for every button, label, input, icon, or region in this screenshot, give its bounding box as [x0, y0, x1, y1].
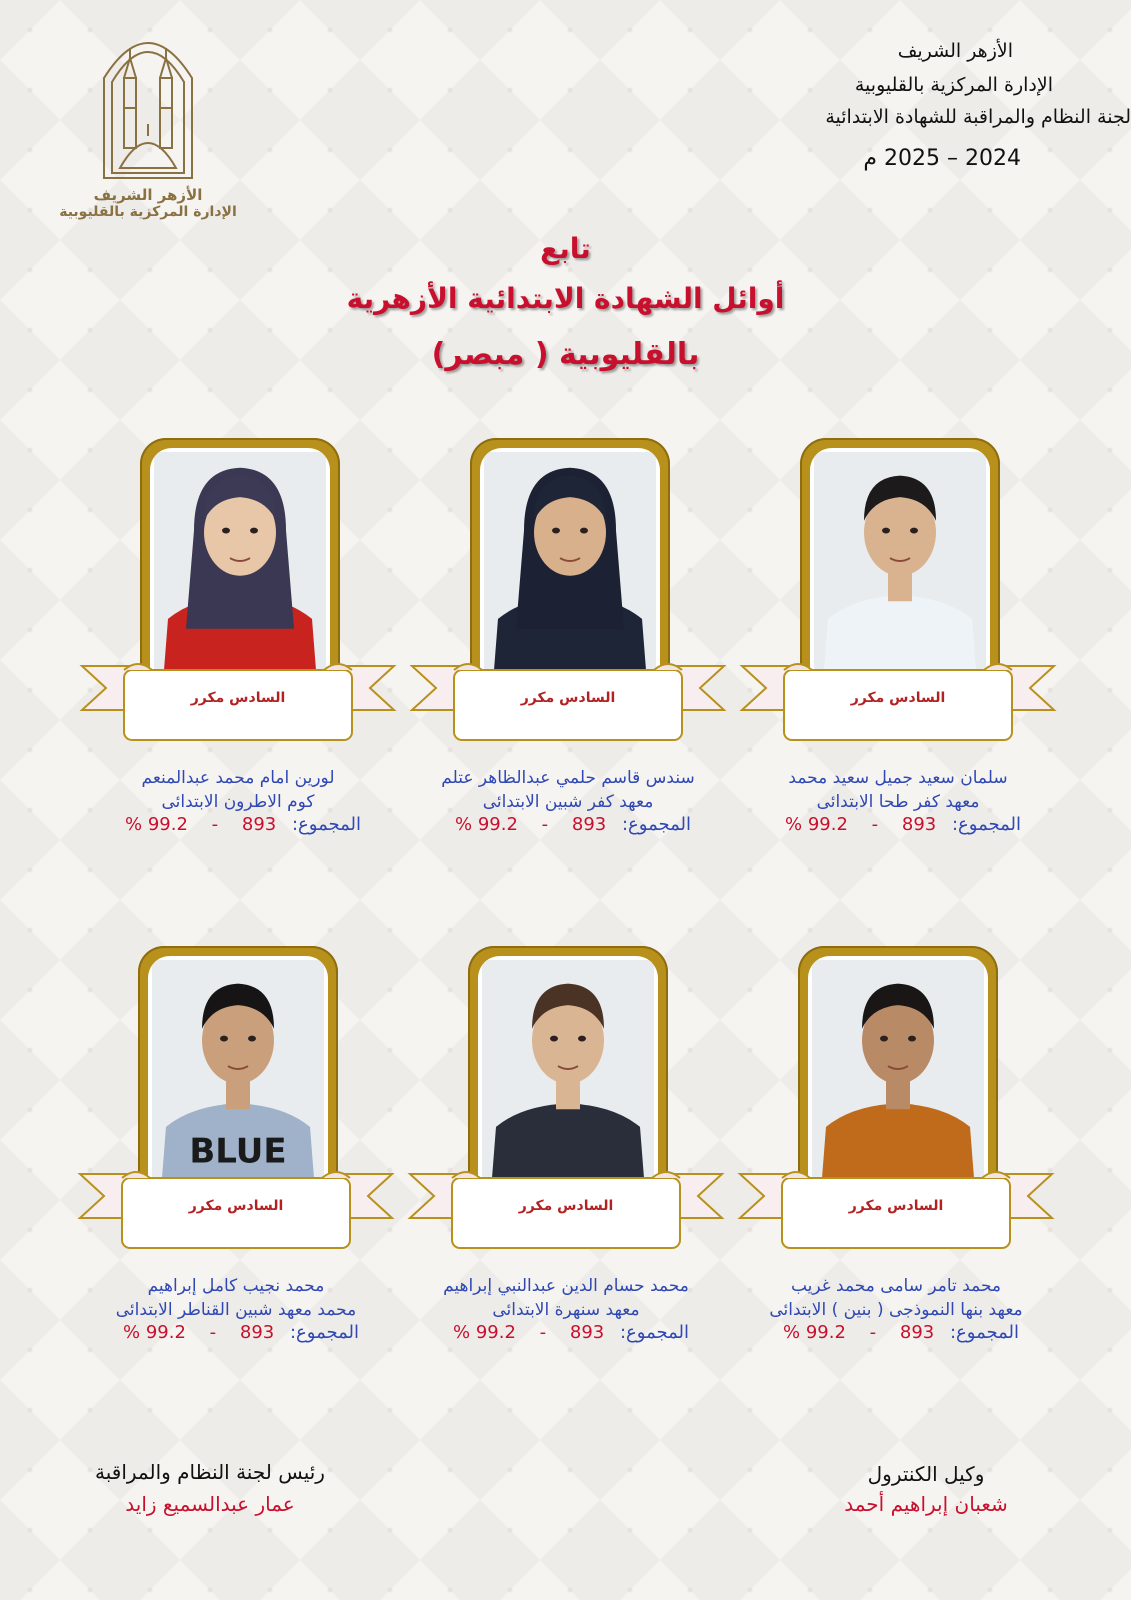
- total-label: المجموع:: [619, 1322, 689, 1343]
- student-card: [406, 946, 726, 1366]
- student-card: [408, 438, 728, 858]
- score-line: المجموع: 893 - 99.2 %: [123, 1322, 359, 1343]
- total-label: المجموع:: [951, 814, 1021, 835]
- student-card: [736, 946, 1056, 1366]
- total-value: 893: [899, 1322, 935, 1343]
- student-school: كوم الاطرون الابتدائى: [161, 792, 315, 812]
- score-line: المجموع: 893 - 99.2 %: [125, 814, 361, 835]
- rank-label: السادس مكرر: [848, 1198, 944, 1214]
- total-value: 893: [239, 1322, 275, 1343]
- percent-value: 99.2 %: [455, 814, 518, 835]
- header-line-1: الأزهر الشريف: [897, 40, 1013, 62]
- student-name: محمد تامر سامى محمد غريب: [790, 1276, 1002, 1296]
- photo-frame: [800, 438, 1000, 670]
- percent-value: 99.2 %: [125, 814, 188, 835]
- score-line: المجموع: 893 - 99.2 %: [783, 1322, 1019, 1343]
- score-line: المجموع: 893 - 99.2 %: [453, 1322, 689, 1343]
- student-school: معهد سنهرة الابتدائى: [492, 1300, 640, 1320]
- rank-label: السادس مكرر: [190, 690, 286, 706]
- percent-value: 99.2 %: [453, 1322, 516, 1343]
- total-label: المجموع:: [949, 1322, 1019, 1343]
- total-value: 893: [569, 1322, 605, 1343]
- rank-label: السادس مكرر: [188, 1198, 284, 1214]
- student-photo: [152, 960, 324, 1178]
- header-year: 2024 – 2025 م: [863, 146, 1021, 171]
- percent-value: 99.2 %: [785, 814, 848, 835]
- page-subtitle: بالقليوبية ( مبصر): [431, 337, 700, 372]
- page-title-continued: تابع: [540, 232, 591, 265]
- score-line: المجموع: 893 - 99.2 %: [455, 814, 691, 835]
- azhar-emblem-icon: [94, 18, 202, 186]
- total-value: 893: [901, 814, 937, 835]
- total-value: 893: [571, 814, 607, 835]
- score-line: المجموع: 893 - 99.2 %: [785, 814, 1021, 835]
- rank-label: السادس مكرر: [850, 690, 946, 706]
- header-line-2: الإدارة المركزية بالقليوبية: [854, 74, 1053, 96]
- student-photo: [482, 960, 654, 1178]
- header-line-3: لجنة النظام والمراقبة للشهادة الابتدائية: [825, 106, 1131, 128]
- student-name: سندس قاسم حلمي عبدالظاهر عتلم: [441, 768, 695, 788]
- student-card: [76, 946, 396, 1366]
- percent-value: 99.2 %: [783, 1322, 846, 1343]
- student-name: سلمان سعيد جميل سعيد محمد: [788, 768, 1008, 788]
- azhar-logo: [58, 18, 238, 223]
- student-school: معهد كفر طحا الابتدائى: [816, 792, 980, 812]
- total-value: 893: [241, 814, 277, 835]
- control-deputy-title: وكيل الكنترول: [867, 1462, 985, 1486]
- total-label: المجموع:: [291, 814, 361, 835]
- photo-frame: [468, 946, 668, 1178]
- student-name: لورين امام محمد عبدالمنعم: [141, 768, 335, 788]
- student-photo: [484, 452, 656, 670]
- svg-text:BLUE: BLUE: [189, 1131, 287, 1171]
- student-card: [78, 438, 398, 858]
- total-label: المجموع:: [621, 814, 691, 835]
- percent-value: 99.2 %: [123, 1322, 186, 1343]
- student-card: [738, 438, 1058, 858]
- student-name: محمد حسام الدين عبدالنبي إبراهيم: [443, 1276, 689, 1296]
- photo-frame: [140, 438, 340, 670]
- student-photo: [814, 452, 986, 670]
- student-school: محمد معهد شبين القناطر الابتدائى: [115, 1300, 357, 1320]
- photo-frame: [798, 946, 998, 1178]
- rank-label: السادس مكرر: [518, 1198, 614, 1214]
- student-school: معهد كفر شبين الابتدائى: [482, 792, 654, 812]
- committee-head-name: عمار عبدالسميع زايد: [125, 1492, 295, 1516]
- control-deputy-name: شعبان إبراهيم أحمد: [844, 1492, 1008, 1516]
- logo-subtitle: الإدارة المركزية بالقليوبية: [59, 204, 237, 220]
- page-title: أوائل الشهادة الابتدائية الأزهرية: [346, 282, 785, 315]
- student-school: معهد بنها النموذجى ( بنين ) الابتدائى: [769, 1300, 1023, 1320]
- photo-frame: [470, 438, 670, 670]
- total-label: المجموع:: [289, 1322, 359, 1343]
- committee-head-title: رئيس لجنة النظام والمراقبة: [95, 1460, 325, 1484]
- photo-frame: [138, 946, 338, 1178]
- student-photo: [812, 960, 984, 1178]
- student-name: محمد نجيب كامل إبراهيم: [147, 1276, 325, 1296]
- rank-label: السادس مكرر: [520, 690, 616, 706]
- student-photo: [154, 452, 326, 670]
- logo-title: الأزهر الشريف: [93, 186, 203, 204]
